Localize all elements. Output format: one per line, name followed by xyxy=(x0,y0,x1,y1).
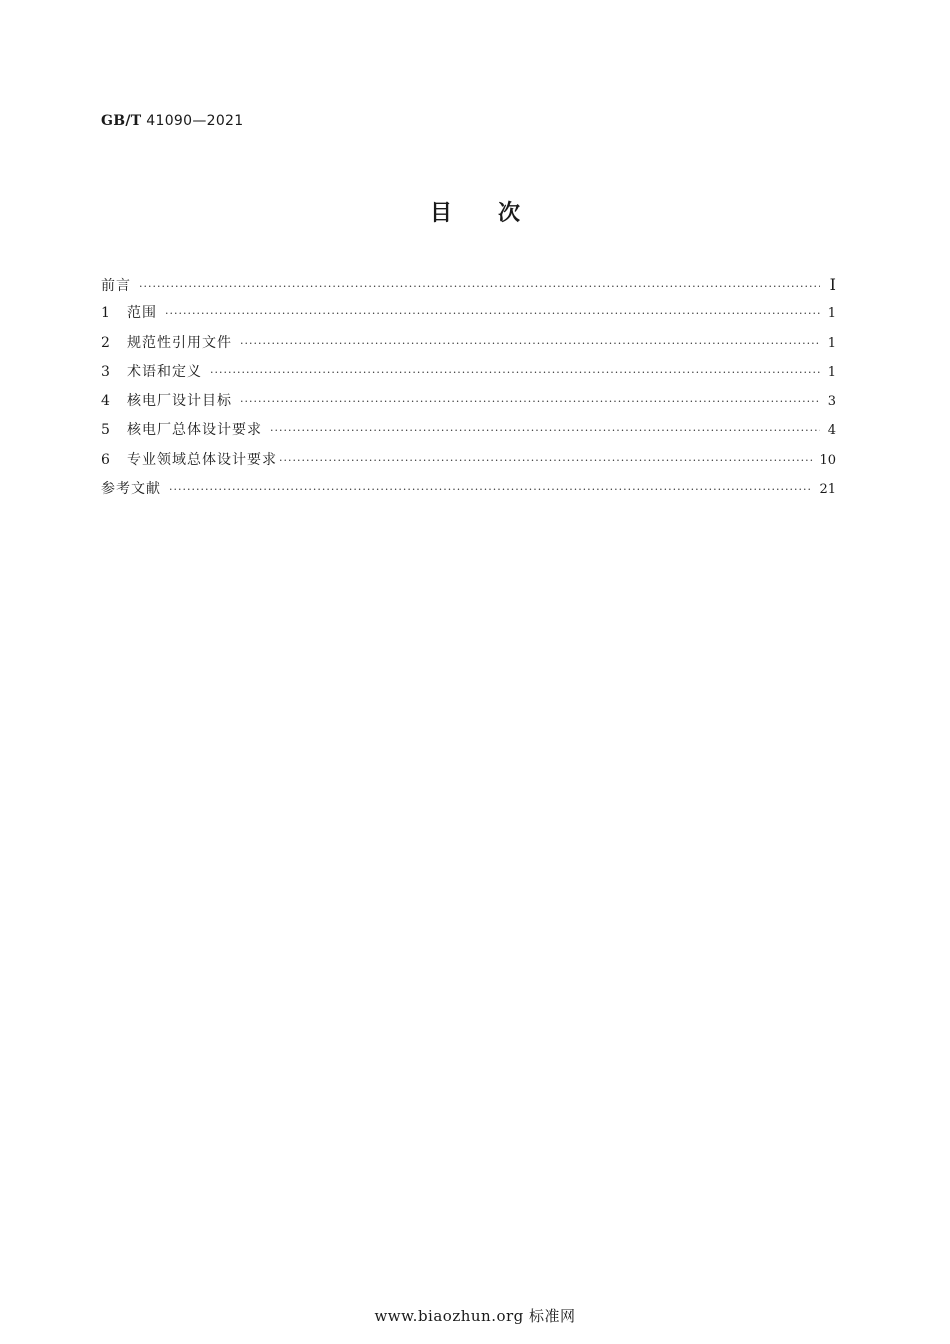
toc-entry-foreword[interactable] xyxy=(101,270,836,299)
toc-entry-number: 3 xyxy=(101,363,110,380)
toc-entry-number: 4 xyxy=(101,393,110,410)
toc-entry-label: 前言 xyxy=(101,278,131,294)
toc-leader-dots xyxy=(139,272,820,301)
toc-entry-page: 10 xyxy=(819,452,836,468)
toc-entry-page: 1 xyxy=(827,306,836,322)
toc-entry-label: 术语和定义 xyxy=(127,363,202,380)
toc-entry-label: 范围 xyxy=(127,305,157,322)
page-title: 目次 xyxy=(429,201,566,226)
toc-leader-dots xyxy=(240,387,820,416)
toc-entry-label: 专业领域总体设计要求 xyxy=(127,451,277,468)
toc-entry-scope[interactable] xyxy=(101,299,836,328)
toc-leader-dots xyxy=(210,358,820,387)
toc-entry-page: 1 xyxy=(827,364,836,380)
toc-entry-page: I xyxy=(829,275,836,294)
toc-entry-label: 参考文献 xyxy=(101,481,161,498)
footer-watermark: www.biaozhun.org 标准网 xyxy=(374,1307,576,1325)
toc-leader-dots xyxy=(279,446,813,475)
toc-entry-number: 5 xyxy=(101,422,110,439)
toc-entry-design-objectives[interactable] xyxy=(101,387,836,416)
toc-entry-bibliography[interactable] xyxy=(101,475,836,504)
toc-entry-label: 核电厂总体设计要求 xyxy=(127,422,262,439)
toc-entry-page: 21 xyxy=(819,482,836,498)
toc-leader-dots xyxy=(240,329,820,358)
toc-leader-dots xyxy=(169,475,813,504)
table-of-contents xyxy=(101,270,836,504)
toc-entry-number: 2 xyxy=(101,334,110,351)
toc-leader-dots xyxy=(270,416,820,445)
standard-code-prefix: GB/T xyxy=(101,113,142,129)
standard-code-number: 41090—2021 xyxy=(146,113,244,129)
toc-entry-discipline-requirements[interactable] xyxy=(101,446,836,475)
toc-leader-dots xyxy=(165,299,820,328)
toc-entry-label: 核电厂设计目标 xyxy=(127,393,232,410)
toc-entry-page: 1 xyxy=(827,335,836,351)
toc-entry-terms-definitions[interactable] xyxy=(101,358,836,387)
toc-entry-page: 3 xyxy=(827,394,836,410)
standard-code xyxy=(101,113,243,129)
toc-entry-label: 规范性引用文件 xyxy=(127,334,232,351)
toc-entry-general-design-requirements[interactable] xyxy=(101,416,836,445)
toc-entry-page: 4 xyxy=(827,423,836,439)
toc-entry-number: 6 xyxy=(101,451,110,468)
toc-entry-normative-references[interactable] xyxy=(101,329,836,358)
toc-entry-number: 1 xyxy=(101,305,110,322)
